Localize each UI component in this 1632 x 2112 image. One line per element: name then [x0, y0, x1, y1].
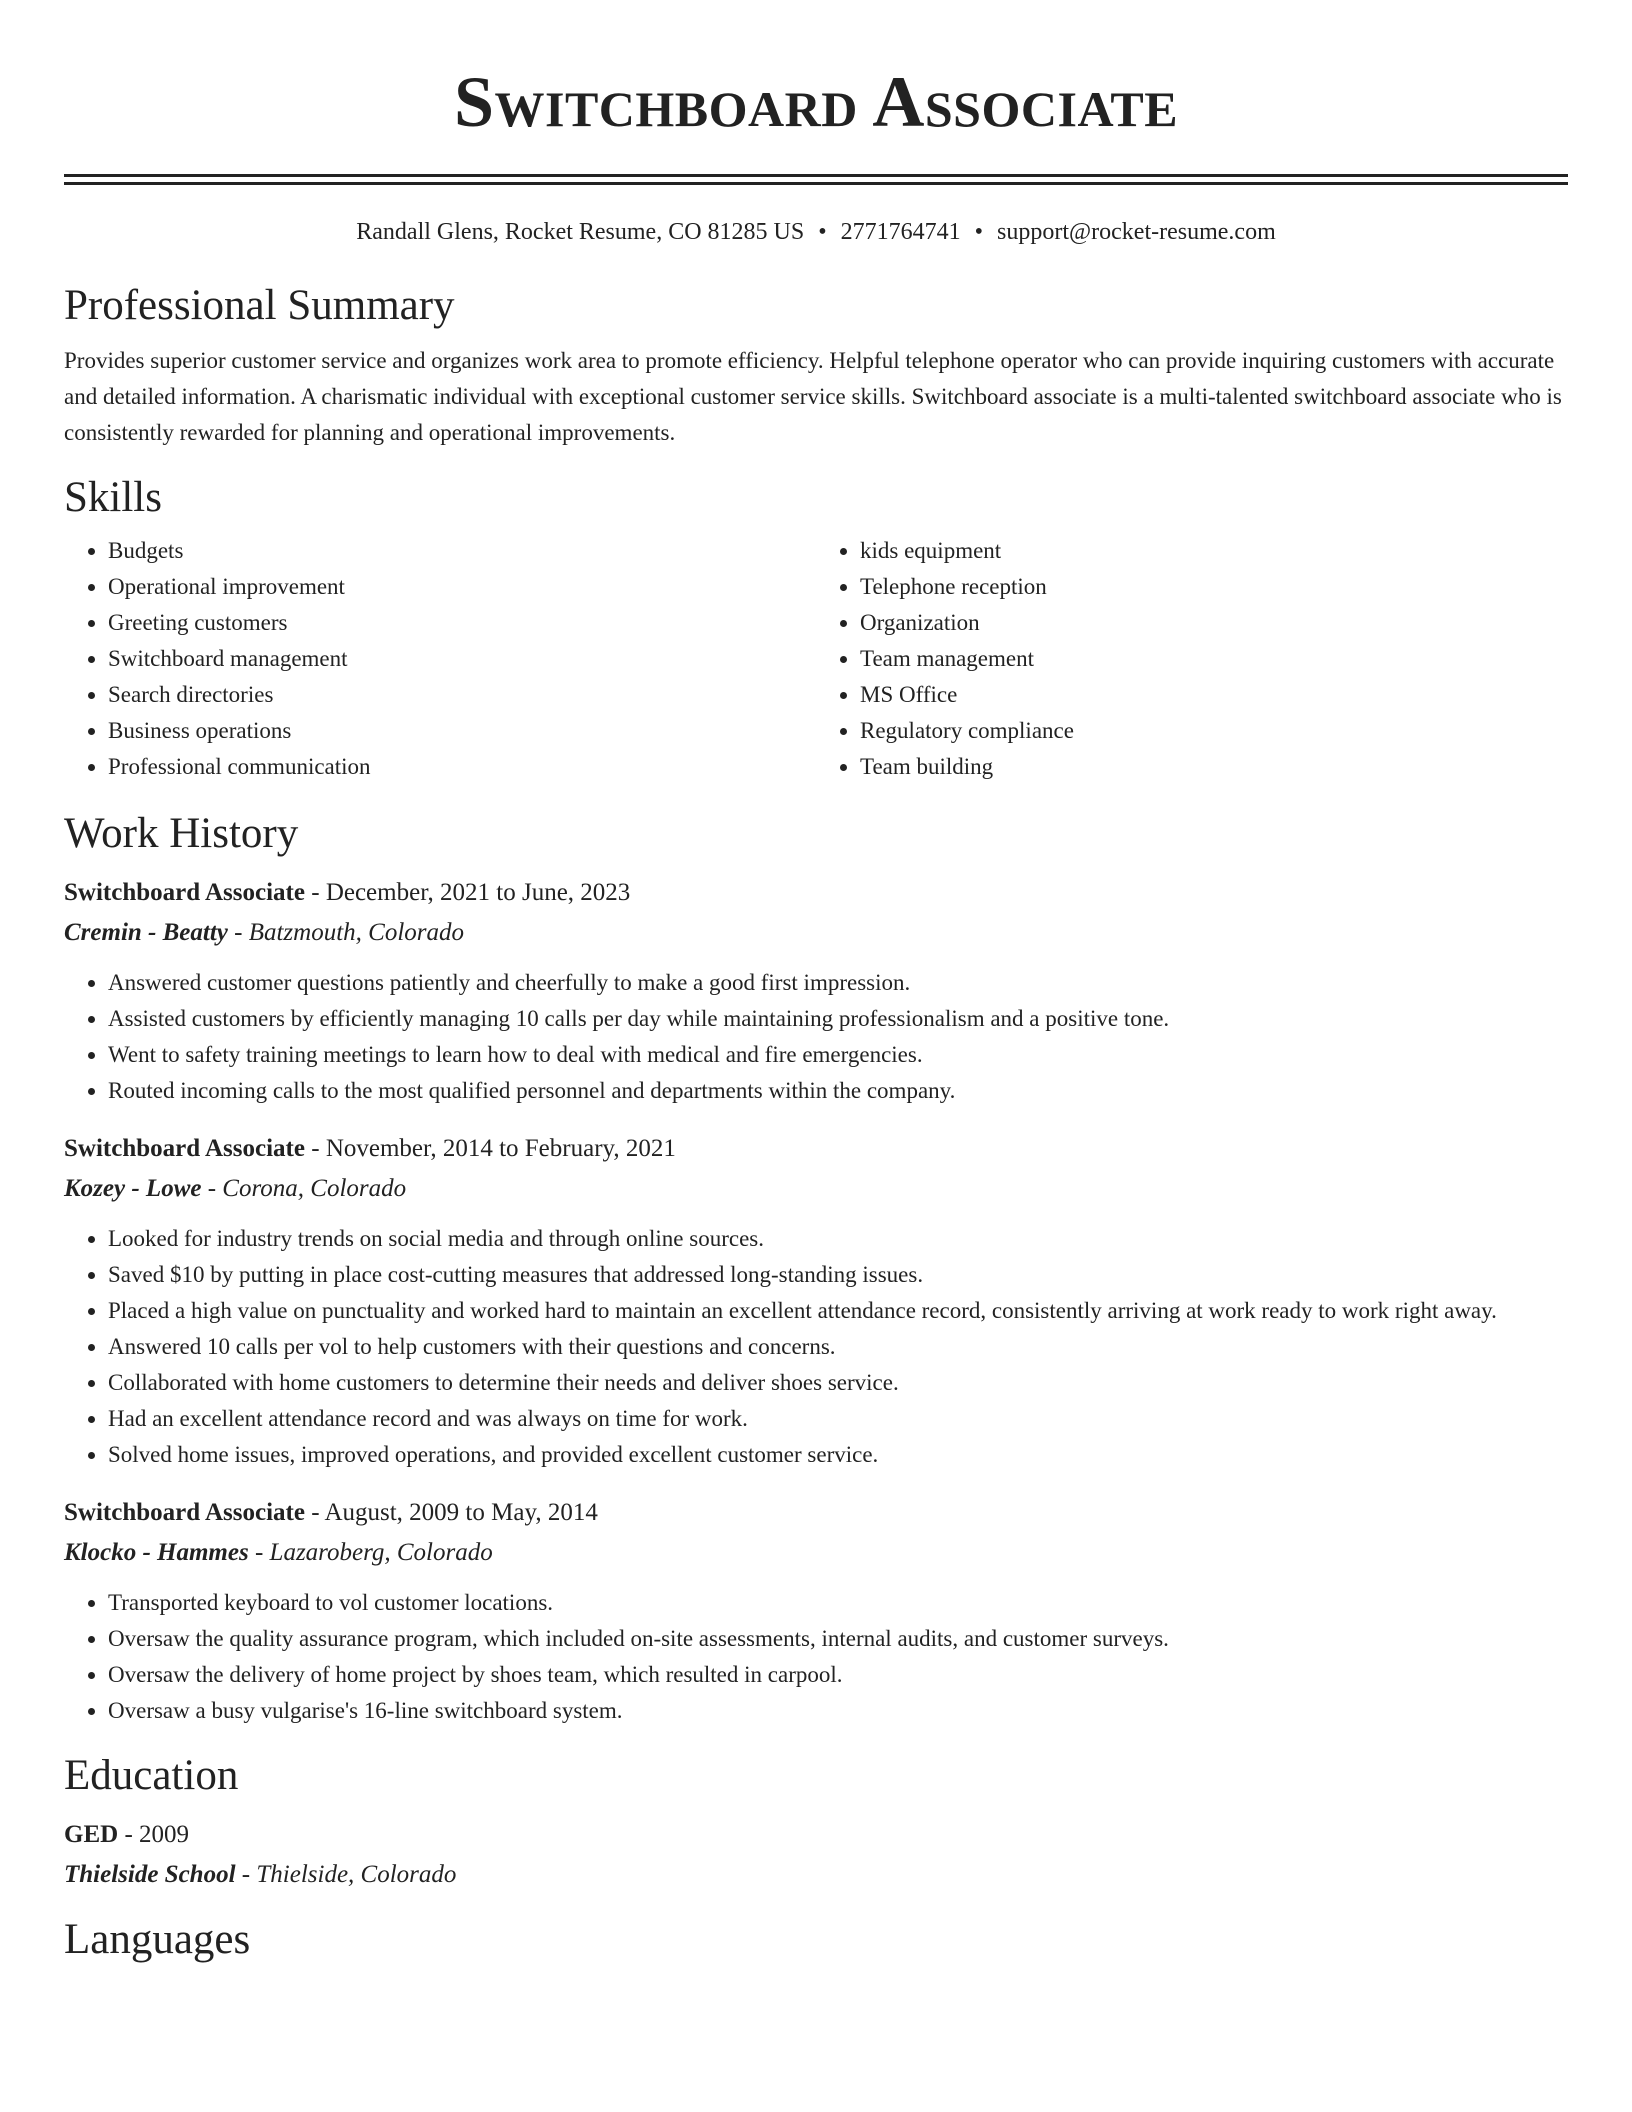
job-title: Switchboard Associate [64, 1135, 305, 1162]
job-company: Klocko - Hammes [64, 1539, 249, 1566]
job-title: Switchboard Associate [64, 879, 305, 906]
job-bullets [64, 965, 1568, 1109]
skills-column-right [816, 533, 1568, 785]
list-item: • Looked for industry trends on social media and through online sources. [108, 1221, 1568, 1257]
contact-line [64, 217, 1568, 247]
work-history-heading: Work History [64, 810, 299, 857]
job-bullets [64, 1221, 1568, 1473]
list-item: • Transported keyboard to vol customer locations. [108, 1585, 1568, 1621]
list-item: • Had an excellent attendance record and was always on time for work. [108, 1401, 1568, 1437]
job-location: Corona, Colorado [222, 1175, 407, 1202]
skills-list [64, 533, 1568, 785]
education-degree: GED [64, 1821, 119, 1848]
skill-item: • Budgets [108, 533, 816, 569]
skill-item: • kids equipment [860, 533, 1568, 569]
list-item: • Went to safety training meetings to learn how to deal with medical and fire emergencies. [108, 1037, 1568, 1073]
education-heading: Education [64, 1752, 239, 1799]
skill-item: • Regulatory compliance [860, 713, 1568, 749]
job-company-line: Kozey - Lowe - Corona, Colorado [64, 1175, 407, 1202]
education-year: 2009 [139, 1821, 190, 1848]
skill-item: • Business operations [108, 713, 816, 749]
list-item: • Oversaw the delivery of home project by shoes team, which resulted in carpool. [108, 1657, 1568, 1693]
skill-item: • Switchboard management [108, 641, 816, 677]
job-title-line: Switchboard Associate - December, 2021 to June, 2023 [64, 879, 631, 906]
education-entry [64, 1817, 1568, 1893]
skill-item: • MS Office [860, 677, 1568, 713]
skill-item: • Professional communication [108, 749, 816, 785]
job-company-line: Klocko - Hammes - Lazaroberg, Colorado [64, 1539, 493, 1566]
skill-item: • Search directories [108, 677, 816, 713]
list-item: • Assisted customers by efficiently managing 10 calls per day while maintaining professionalism and a positive tone. [108, 1001, 1568, 1037]
list-item: • Oversaw the quality assurance program, which included on-site assessments, internal audits, and customer surveys. [108, 1621, 1568, 1657]
education-school: Thielside School [64, 1861, 236, 1888]
skill-item: • Organization [860, 605, 1568, 641]
list-item: • Placed a high value on punctuality and worked hard to maintain an excellent attendance record, consistently arriving at work ready to work right away. [108, 1293, 1568, 1329]
skill-item: • Telephone reception [860, 569, 1568, 605]
page-title: Switchboard Associate [453, 62, 1179, 142]
contact-email: support@rocket-resume.com [997, 219, 1276, 245]
title-divider [64, 174, 1568, 185]
job-company: Cremin - Beatty [64, 919, 228, 946]
job-dates: November, 2014 to February, 2021 [325, 1135, 676, 1162]
contact-phone: 2771764741 [840, 219, 961, 245]
skill-item: • Operational improvement [108, 569, 816, 605]
job-company: Kozey - Lowe [64, 1175, 202, 1202]
job-dates: December, 2021 to June, 2023 [325, 879, 631, 906]
skill-item: • Greeting customers [108, 605, 816, 641]
education-school-line: Thielside School - Thielside, Colorado [64, 1861, 457, 1888]
list-item: • Routed incoming calls to the most qualified personnel and departments within the company. [108, 1073, 1568, 1109]
list-item: • Oversaw a busy vulgarise's 16-line switchboard system. [108, 1693, 1568, 1729]
job-dates: August, 2009 to May, 2014 [324, 1499, 598, 1526]
job-entry [64, 1495, 1568, 1729]
list-item: • Answered 10 calls per vol to help customers with their questions and concerns. [108, 1329, 1568, 1365]
summary-text: Provides superior customer service and organizes work area to promote efficiency. Helpful telephone operator who can provide inquiring customers with accurate and detailed information. A charismatic individual with exceptional customer service skills. Switchboard associate is a multi-talented switchboard associate who is consistently rewarded for planning and operational improvements. [64, 348, 1562, 445]
list-item: • Saved $10 by putting in place cost-cutting measures that addressed long-standing issues. [108, 1257, 1568, 1293]
education-degree-line: GED - 2009 [64, 1821, 190, 1848]
languages-heading: Languages [64, 1916, 251, 1963]
list-item: • Solved home issues, improved operations, and provided excellent customer service. [108, 1437, 1568, 1473]
skill-item: • Team building [860, 749, 1568, 785]
job-title-line: Switchboard Associate - November, 2014 to February, 2021 [64, 1135, 676, 1162]
job-company-line: Cremin - Beatty - Batzmouth, Colorado [64, 919, 465, 946]
job-bullets [64, 1585, 1568, 1729]
list-item: • Collaborated with home customers to determine their needs and deliver shoes service. [108, 1365, 1568, 1401]
job-title: Switchboard Associate [64, 1499, 305, 1526]
job-title-line: Switchboard Associate - August, 2009 to May, 2014 [64, 1499, 598, 1526]
skills-heading: Skills [64, 474, 162, 521]
contact-address: Randall Glens, Rocket Resume, CO 81285 US [356, 219, 805, 245]
job-entry [64, 1131, 1568, 1473]
skill-item: • Team management [860, 641, 1568, 677]
education-location: Thielside, Colorado [256, 1861, 457, 1888]
contact-separator: • [974, 219, 984, 245]
contact-separator: • [818, 219, 827, 245]
skills-column-left [64, 533, 816, 785]
job-location: Lazaroberg, Colorado [269, 1539, 493, 1566]
list-item: • Answered customer questions patiently and cheerfully to make a good first impression. [108, 965, 1568, 1001]
summary-heading: Professional Summary [64, 282, 455, 329]
job-entry [64, 875, 1568, 1109]
job-location: Batzmouth, Colorado [248, 919, 465, 946]
